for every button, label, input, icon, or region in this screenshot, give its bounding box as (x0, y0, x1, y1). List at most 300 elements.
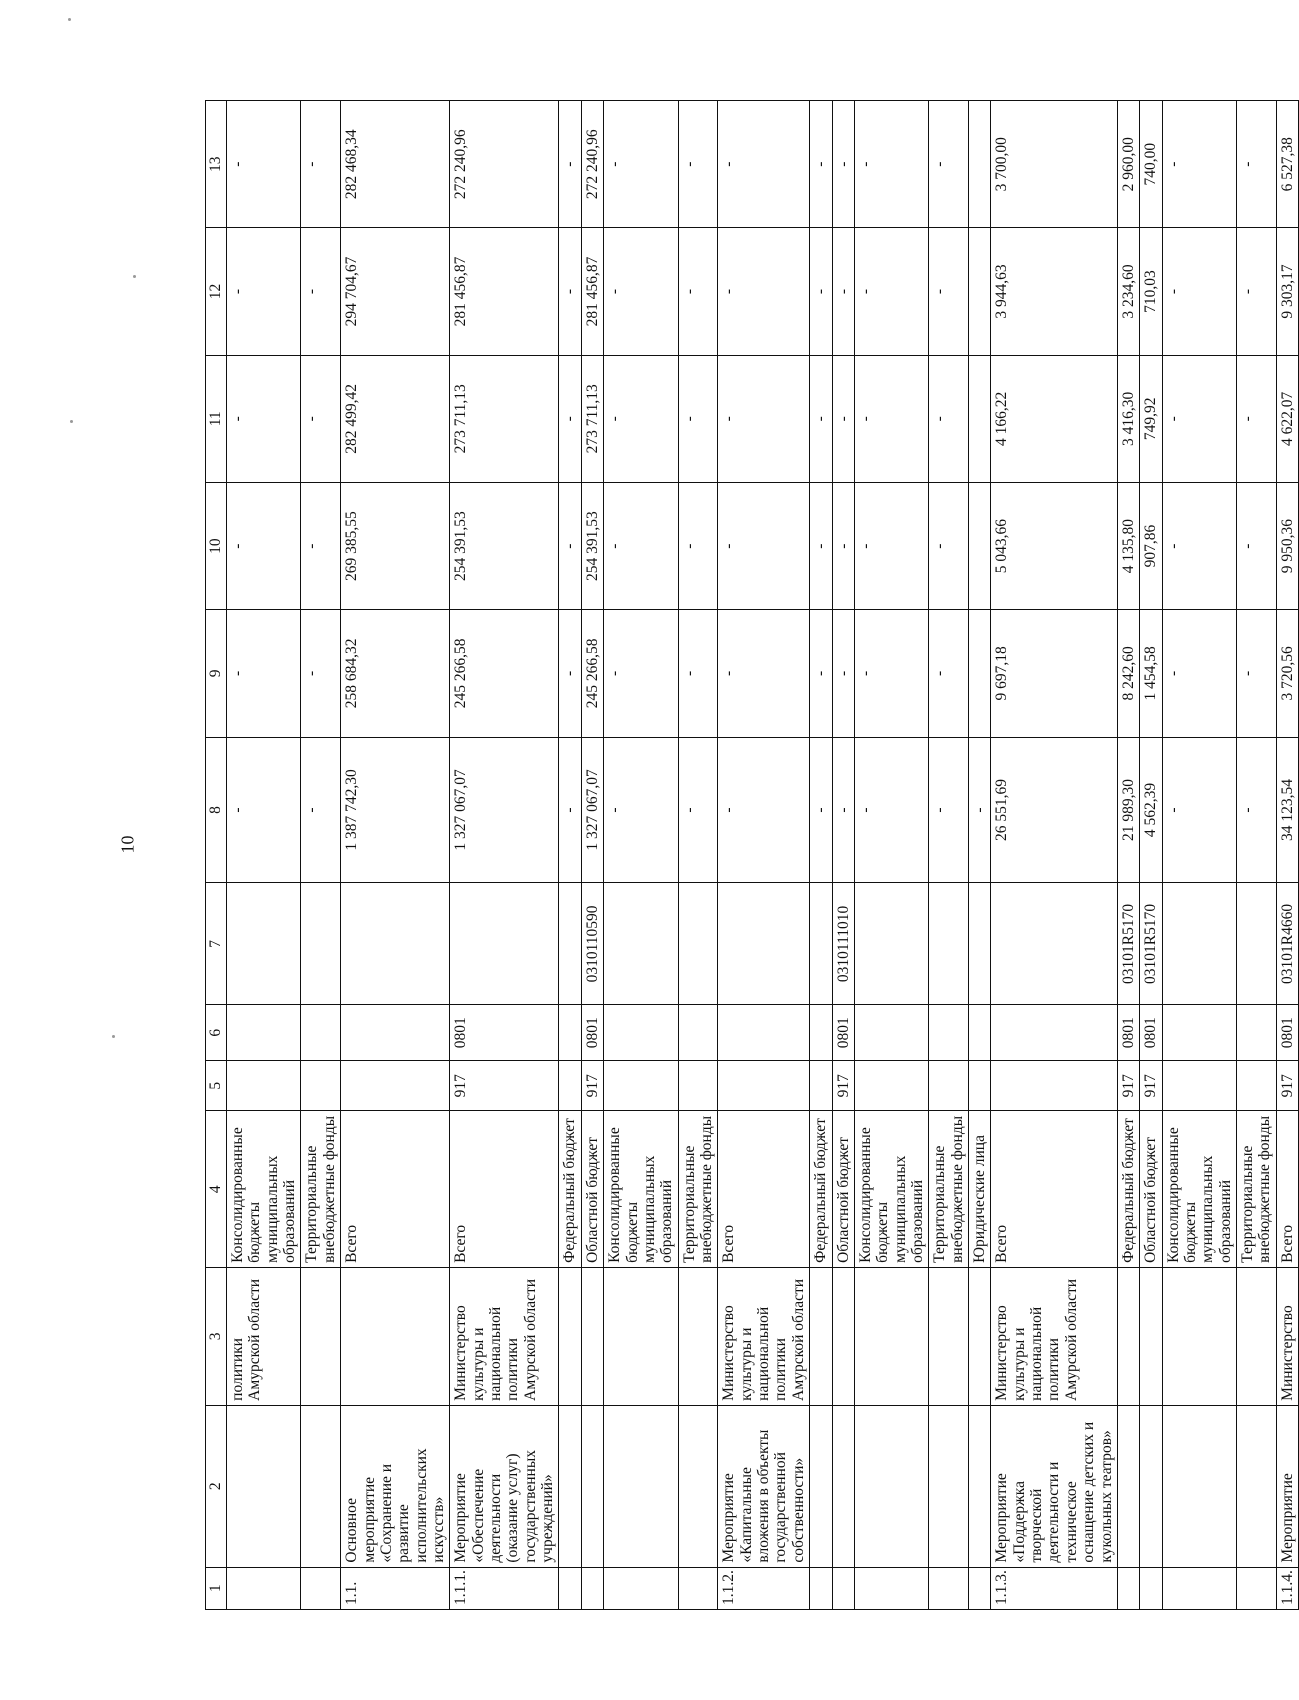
cell-grbs-code (227, 1061, 301, 1111)
cell-year-1: - (559, 610, 581, 737)
cell-grbs-code: 917 (1276, 1061, 1298, 1111)
cell-year-3: 282 499,42 (341, 355, 450, 482)
cell-total-amount: - (969, 737, 991, 883)
cell-target-article-code (810, 883, 832, 1005)
cell-year-4: 3 234,60 (1117, 228, 1139, 355)
table-row (678, 101, 718, 1610)
cell-grbs-code (991, 1061, 1118, 1111)
cell-event-name (969, 1405, 991, 1567)
cell-target-article-code (991, 883, 1118, 1005)
cell-year-5: 272 240,96 (581, 101, 603, 228)
cell-section-code: 0801 (581, 1005, 603, 1061)
cell-year-2 (969, 482, 991, 609)
cell-total-amount: - (854, 737, 928, 883)
column-header-13: 13 (206, 101, 227, 228)
cell-grbs-code: 917 (1117, 1061, 1139, 1111)
table-row (854, 101, 928, 1610)
scan-speck (112, 1035, 115, 1038)
cell-responsible-executor (581, 1267, 603, 1405)
cell-year-1: - (1162, 610, 1236, 737)
cell-year-3: - (559, 355, 581, 482)
cell-year-5: - (929, 101, 969, 228)
cell-event-name (581, 1405, 603, 1567)
cell-target-article-code: 03101R5170 (1117, 883, 1139, 1005)
cell-year-1: 3 720,56 (1276, 610, 1298, 737)
cell-responsible-executor: Министерство культуры и национальной политики Амурской области (450, 1267, 559, 1405)
cell-row-number (929, 1567, 969, 1609)
cell-year-4: - (678, 228, 718, 355)
cell-responsible-executor (1117, 1267, 1139, 1405)
cell-total-amount: - (832, 737, 854, 883)
cell-event-name: Мероприятие «Поддержка творческой деятельности и техническое оснащение детских и кукольных театров» (991, 1405, 1118, 1567)
cell-grbs-code (854, 1061, 928, 1111)
cell-grbs-code (1162, 1061, 1236, 1111)
cell-event-name (810, 1405, 832, 1567)
cell-year-5 (969, 101, 991, 228)
table-row (810, 101, 832, 1610)
cell-section-code: 0801 (1140, 1005, 1162, 1061)
scan-speck (70, 420, 73, 423)
cell-responsible-executor (929, 1267, 969, 1405)
table-row (832, 101, 854, 1610)
cell-target-article-code: 03101R4660 (1276, 883, 1298, 1005)
cell-year-3: 273 711,13 (581, 355, 603, 482)
cell-funding-source: Федеральный бюджет (1117, 1111, 1139, 1267)
cell-total-amount: 1 387 742,30 (341, 737, 450, 883)
column-header-3: 3 (206, 1267, 227, 1405)
cell-year-3: - (854, 355, 928, 482)
cell-total-amount: 26 551,69 (991, 737, 1118, 883)
cell-event-name (929, 1405, 969, 1567)
cell-grbs-code: 917 (581, 1061, 603, 1111)
cell-responsible-executor (810, 1267, 832, 1405)
cell-year-1: - (227, 610, 301, 737)
cell-total-amount: - (604, 737, 678, 883)
cell-target-article-code (604, 883, 678, 1005)
cell-year-5: - (810, 101, 832, 228)
cell-target-article-code (718, 883, 810, 1005)
cell-year-5: - (301, 101, 341, 228)
cell-row-number (1162, 1567, 1236, 1609)
cell-row-number: 1.1.3. (991, 1567, 1118, 1609)
column-header-7: 7 (206, 883, 227, 1005)
cell-year-2: - (227, 482, 301, 609)
cell-section-code: 0801 (1276, 1005, 1298, 1061)
cell-year-5: 2 960,00 (1117, 101, 1139, 228)
cell-row-number (227, 1567, 301, 1609)
cell-year-3: 273 711,13 (450, 355, 559, 482)
cell-section-code (810, 1005, 832, 1061)
cell-target-article-code (1237, 883, 1277, 1005)
table-row (1237, 101, 1277, 1610)
cell-year-4: 281 456,87 (450, 228, 559, 355)
cell-grbs-code (718, 1061, 810, 1111)
table-row (581, 101, 603, 1610)
cell-section-code (1237, 1005, 1277, 1061)
cell-total-amount: - (810, 737, 832, 883)
scan-speck (68, 18, 71, 21)
cell-target-article-code: 03101R5170 (1140, 883, 1162, 1005)
table-row (604, 101, 678, 1610)
cell-year-5: - (718, 101, 810, 228)
rotated-page-content (205, 100, 1296, 1610)
cell-section-code: 0801 (450, 1005, 559, 1061)
cell-year-4: - (832, 228, 854, 355)
cell-grbs-code (559, 1061, 581, 1111)
cell-year-3: - (832, 355, 854, 482)
cell-year-1: - (301, 610, 341, 737)
table-row (718, 101, 810, 1610)
cell-year-2: - (301, 482, 341, 609)
cell-year-3: - (1237, 355, 1277, 482)
cell-funding-source: Территориальные внебюджетные фонды (1237, 1111, 1277, 1267)
cell-year-4: - (929, 228, 969, 355)
cell-year-2: - (1237, 482, 1277, 609)
cell-row-number: 1.1.4. (1276, 1567, 1298, 1609)
cell-total-amount: 1 327 067,07 (450, 737, 559, 883)
table-row (929, 101, 969, 1610)
cell-funding-source: Всего (991, 1111, 1118, 1267)
cell-year-1: - (1237, 610, 1277, 737)
cell-year-2: 9 950,36 (1276, 482, 1298, 609)
cell-event-name (301, 1405, 341, 1567)
budget-table (205, 100, 1299, 1610)
cell-total-amount: 21 989,30 (1117, 737, 1139, 883)
cell-section-code (718, 1005, 810, 1061)
cell-event-name (604, 1405, 678, 1567)
cell-total-amount: - (227, 737, 301, 883)
cell-year-4: - (810, 228, 832, 355)
cell-year-2: 907,86 (1140, 482, 1162, 609)
cell-section-code (301, 1005, 341, 1061)
cell-responsible-executor (678, 1267, 718, 1405)
cell-year-1: - (604, 610, 678, 737)
table-row (450, 101, 559, 1610)
cell-funding-source: Консолидированные бюджеты муниципальных образований (854, 1111, 928, 1267)
cell-row-number (581, 1567, 603, 1609)
cell-year-2: - (678, 482, 718, 609)
cell-total-amount: - (718, 737, 810, 883)
cell-year-4: - (604, 228, 678, 355)
cell-funding-source: Областной бюджет (832, 1111, 854, 1267)
cell-row-number (832, 1567, 854, 1609)
column-header-12: 12 (206, 228, 227, 355)
table-row (1140, 101, 1162, 1610)
cell-total-amount: - (301, 737, 341, 883)
cell-target-article-code: 0310111010 (832, 883, 854, 1005)
cell-year-3: - (678, 355, 718, 482)
cell-row-number: 1.1.2. (718, 1567, 810, 1609)
cell-year-1: - (832, 610, 854, 737)
cell-year-2: - (929, 482, 969, 609)
cell-event-name (854, 1405, 928, 1567)
cell-year-1: 8 242,60 (1117, 610, 1139, 737)
cell-funding-source: Юридические лица (969, 1111, 991, 1267)
cell-section-code: 0801 (832, 1005, 854, 1061)
cell-funding-source: Областной бюджет (1140, 1111, 1162, 1267)
cell-year-2: - (832, 482, 854, 609)
cell-year-4: - (854, 228, 928, 355)
cell-total-amount: - (929, 737, 969, 883)
column-header-5: 5 (206, 1061, 227, 1111)
column-header-9: 9 (206, 610, 227, 737)
cell-year-2: - (810, 482, 832, 609)
table-header-row (206, 101, 227, 1610)
cell-row-number: 1.1. (341, 1567, 450, 1609)
cell-year-5: - (1162, 101, 1236, 228)
cell-target-article-code (559, 883, 581, 1005)
cell-year-3: - (1162, 355, 1236, 482)
cell-responsible-executor (854, 1267, 928, 1405)
cell-event-name (1140, 1405, 1162, 1567)
cell-section-code (991, 1005, 1118, 1061)
cell-year-5: 740,00 (1140, 101, 1162, 228)
cell-grbs-code (969, 1061, 991, 1111)
table-row (227, 101, 301, 1610)
cell-year-5: - (227, 101, 301, 228)
cell-year-2: - (1162, 482, 1236, 609)
cell-year-3: 4 166,22 (991, 355, 1118, 482)
cell-year-2: 254 391,53 (581, 482, 603, 609)
cell-target-article-code (969, 883, 991, 1005)
cell-year-5: 3 700,00 (991, 101, 1118, 228)
cell-year-2: 254 391,53 (450, 482, 559, 609)
table-row (341, 101, 450, 1610)
scan-speck (133, 275, 136, 278)
cell-row-number (969, 1567, 991, 1609)
cell-year-1: - (929, 610, 969, 737)
cell-grbs-code (301, 1061, 341, 1111)
cell-responsible-executor (1237, 1267, 1277, 1405)
table-row (1276, 101, 1298, 1610)
cell-total-amount: 34 123,54 (1276, 737, 1298, 883)
cell-funding-source: Всего (341, 1111, 450, 1267)
cell-year-3: - (810, 355, 832, 482)
table-row (991, 101, 1118, 1610)
cell-responsible-executor: Министерство (1276, 1267, 1298, 1405)
cell-year-5: - (678, 101, 718, 228)
cell-year-3: - (718, 355, 810, 482)
cell-year-1 (969, 610, 991, 737)
cell-total-amount: - (1237, 737, 1277, 883)
cell-grbs-code (341, 1061, 450, 1111)
cell-event-name (559, 1405, 581, 1567)
cell-responsible-executor (301, 1267, 341, 1405)
cell-funding-source: Всего (718, 1111, 810, 1267)
cell-responsible-executor (969, 1267, 991, 1405)
cell-year-4: 710,03 (1140, 228, 1162, 355)
cell-responsible-executor (1140, 1267, 1162, 1405)
cell-funding-source: Территориальные внебюджетные фонды (929, 1111, 969, 1267)
cell-grbs-code (810, 1061, 832, 1111)
cell-responsible-executor (1162, 1267, 1236, 1405)
cell-total-amount: - (678, 737, 718, 883)
cell-grbs-code: 917 (832, 1061, 854, 1111)
column-header-4: 4 (206, 1111, 227, 1267)
cell-event-name (1162, 1405, 1236, 1567)
cell-year-2: - (854, 482, 928, 609)
cell-year-1: 258 684,32 (341, 610, 450, 737)
cell-year-3: - (604, 355, 678, 482)
cell-responsible-executor (832, 1267, 854, 1405)
cell-event-name: Мероприятие «Обеспечение деятельности (оказание услуг) государственных учреждений» (450, 1405, 559, 1567)
cell-responsible-executor (559, 1267, 581, 1405)
cell-year-1: - (810, 610, 832, 737)
table-row (969, 101, 991, 1610)
cell-year-4: 281 456,87 (581, 228, 603, 355)
cell-year-4: 9 303,17 (1276, 228, 1298, 355)
cell-section-code (854, 1005, 928, 1061)
cell-year-5: - (832, 101, 854, 228)
cell-year-4: 3 944,63 (991, 228, 1118, 355)
column-header-11: 11 (206, 355, 227, 482)
cell-row-number: 1.1.1. (450, 1567, 559, 1609)
cell-year-4 (969, 228, 991, 355)
cell-target-article-code (854, 883, 928, 1005)
cell-year-4: - (1237, 228, 1277, 355)
cell-total-amount: 1 327 067,07 (581, 737, 603, 883)
cell-year-1: - (718, 610, 810, 737)
column-header-8: 8 (206, 737, 227, 883)
cell-funding-source: Территориальные внебюджетные фонды (301, 1111, 341, 1267)
cell-section-code (604, 1005, 678, 1061)
cell-total-amount: - (559, 737, 581, 883)
cell-section-code: 0801 (1117, 1005, 1139, 1061)
cell-event-name (227, 1405, 301, 1567)
cell-year-2: - (604, 482, 678, 609)
cell-year-1: 9 697,18 (991, 610, 1118, 737)
cell-target-article-code (1162, 883, 1236, 1005)
cell-year-5: - (1237, 101, 1277, 228)
cell-section-code (969, 1005, 991, 1061)
cell-funding-source: Федеральный бюджет (559, 1111, 581, 1267)
table-row (301, 101, 341, 1610)
cell-year-4: - (227, 228, 301, 355)
cell-year-2: 269 385,55 (341, 482, 450, 609)
cell-event-name: Мероприятие (1276, 1405, 1298, 1567)
cell-responsible-executor: Министерство культуры и национальной политики Амурской области (718, 1267, 810, 1405)
cell-target-article-code (929, 883, 969, 1005)
cell-funding-source: Всего (450, 1111, 559, 1267)
cell-grbs-code (604, 1061, 678, 1111)
cell-section-code (678, 1005, 718, 1061)
page-number: 10 (117, 835, 138, 854)
cell-target-article-code (678, 883, 718, 1005)
cell-year-5: 6 527,38 (1276, 101, 1298, 228)
cell-funding-source: Областной бюджет (581, 1111, 603, 1267)
cell-year-1: 245 266,58 (581, 610, 603, 737)
column-header-1: 1 (206, 1567, 227, 1609)
cell-section-code (227, 1005, 301, 1061)
cell-year-3: - (301, 355, 341, 482)
column-header-6: 6 (206, 1005, 227, 1061)
cell-row-number (678, 1567, 718, 1609)
cell-target-article-code (450, 883, 559, 1005)
cell-row-number (604, 1567, 678, 1609)
cell-total-amount: - (1162, 737, 1236, 883)
cell-year-2: - (559, 482, 581, 609)
table-body (227, 101, 1299, 1610)
cell-event-name (678, 1405, 718, 1567)
cell-year-3: - (227, 355, 301, 482)
cell-year-4: - (301, 228, 341, 355)
cell-year-1: - (854, 610, 928, 737)
column-header-2: 2 (206, 1405, 227, 1567)
cell-grbs-code (929, 1061, 969, 1111)
cell-row-number (810, 1567, 832, 1609)
cell-year-4: 294 704,67 (341, 228, 450, 355)
cell-year-3: 3 416,30 (1117, 355, 1139, 482)
cell-event-name: Мероприятие «Капитальные вложения в объекты государственной собственности» (718, 1405, 810, 1567)
cell-year-3: 4 622,07 (1276, 355, 1298, 482)
cell-year-2: - (718, 482, 810, 609)
cell-event-name (1237, 1405, 1277, 1567)
cell-year-1: 1 454,58 (1140, 610, 1162, 737)
cell-section-code (929, 1005, 969, 1061)
cell-funding-source: Консолидированные бюджеты муниципальных образований (227, 1111, 301, 1267)
cell-year-5: 282 468,34 (341, 101, 450, 228)
cell-grbs-code: 917 (1140, 1061, 1162, 1111)
cell-year-4: - (559, 228, 581, 355)
column-header-10: 10 (206, 482, 227, 609)
cell-year-5: - (559, 101, 581, 228)
cell-grbs-code (678, 1061, 718, 1111)
cell-year-3: 749,92 (1140, 355, 1162, 482)
cell-target-article-code: 0310110590 (581, 883, 603, 1005)
cell-funding-source: Территориальные внебюджетные фонды (678, 1111, 718, 1267)
cell-event-name (832, 1405, 854, 1567)
cell-responsible-executor (604, 1267, 678, 1405)
cell-year-5: - (854, 101, 928, 228)
cell-funding-source: Всего (1276, 1111, 1298, 1267)
cell-funding-source: Консолидированные бюджеты муниципальных образований (1162, 1111, 1236, 1267)
cell-section-code (559, 1005, 581, 1061)
cell-section-code (341, 1005, 450, 1061)
cell-row-number (1117, 1567, 1139, 1609)
cell-row-number (559, 1567, 581, 1609)
cell-row-number (301, 1567, 341, 1609)
cell-total-amount: 4 562,39 (1140, 737, 1162, 883)
cell-section-code (1162, 1005, 1236, 1061)
cell-event-name: Основное мероприятие «Сохранение и развитие исполнительских искусств» (341, 1405, 450, 1567)
cell-year-4: - (718, 228, 810, 355)
cell-responsible-executor (341, 1267, 450, 1405)
cell-event-name (1117, 1405, 1139, 1567)
cell-year-3: - (929, 355, 969, 482)
cell-target-article-code (227, 883, 301, 1005)
cell-year-3 (969, 355, 991, 482)
cell-year-1: - (678, 610, 718, 737)
cell-row-number (854, 1567, 928, 1609)
table-row (559, 101, 581, 1610)
cell-year-2: 5 043,66 (991, 482, 1118, 609)
cell-year-4: - (1162, 228, 1236, 355)
cell-year-1: 245 266,58 (450, 610, 559, 737)
table-row (1162, 101, 1236, 1610)
cell-responsible-executor: политики Амурской области (227, 1267, 301, 1405)
cell-grbs-code (1237, 1061, 1277, 1111)
cell-year-2: 4 135,80 (1117, 482, 1139, 609)
cell-target-article-code (341, 883, 450, 1005)
table-row (1117, 101, 1139, 1610)
cell-funding-source: Консолидированные бюджеты муниципальных образований (604, 1111, 678, 1267)
cell-target-article-code (301, 883, 341, 1005)
cell-responsible-executor: Министерство культуры и национальной политики Амурской области (991, 1267, 1118, 1405)
cell-year-5: - (604, 101, 678, 228)
cell-row-number (1140, 1567, 1162, 1609)
cell-row-number (1237, 1567, 1277, 1609)
cell-funding-source: Федеральный бюджет (810, 1111, 832, 1267)
